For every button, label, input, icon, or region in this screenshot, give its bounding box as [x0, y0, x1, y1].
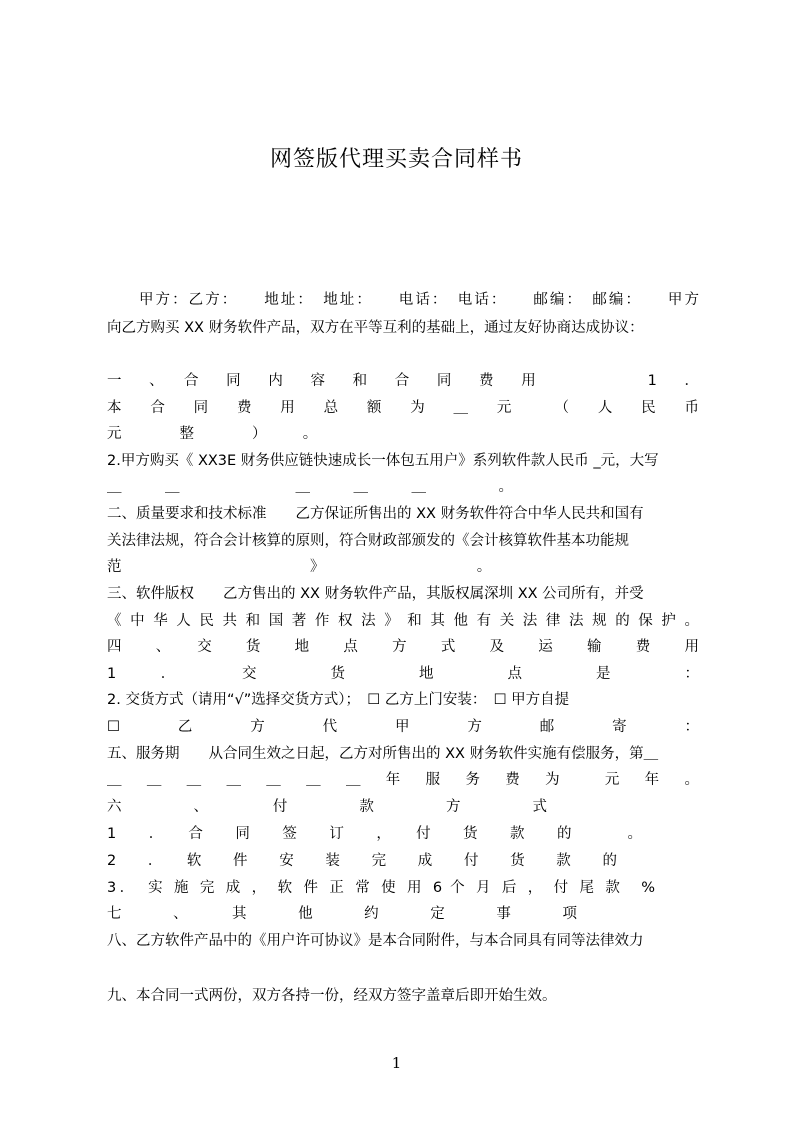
- delivery-method-line: 2. 交货方式（请用“√”选择交货方式）； ☐ 乙方上门安装： ☐ 甲方自提: [107, 692, 570, 708]
- section-5-line: 五、服务期 从合同生效之日起，乙方对所售出的 XX 财务软件实施有偿服务，第＿: [107, 746, 659, 762]
- payment-item-2: 2 ． 软 件 安 装 完 成 付 货 款 的: [107, 853, 617, 869]
- section-7-heading: 七 、 其 他 约 定 事 项: [107, 906, 577, 922]
- section-3-continued: 《 中 华 人 民 共 和 国 著 作 权 法 》 和 其 他 有 关 法 律 法 规 的 保 护 。: [107, 613, 699, 629]
- section-4-heading: 四 、 交 货 地 点 方 式 及 运 输 费 用: [107, 639, 699, 655]
- section-2-end: 范 》 。: [107, 559, 492, 575]
- software-purchase-line: 2.甲方购买《 XX3E 财务供应链快速成长一体包五用户》系列软件款人民币 _元，大写: [107, 453, 659, 469]
- agreement-intro-line: 向乙方购买 XX 财务软件产品，双方在平等互利的基础上，通过友好协商达成协议：: [107, 320, 644, 336]
- contract-total-continued: 元 整 ） 。: [107, 426, 318, 442]
- payment-item-1: 1 ． 合 同 签 订 ， 付 货 款 的 。: [107, 826, 642, 842]
- section-3-line: 三、软件版权 乙方售出的 XX 财务软件产品，其版权属深圳 XX 公司所有，并受: [107, 586, 644, 602]
- amount-blanks-line: ＿ ＿ ＿ ＿ ＿ 。: [107, 479, 513, 495]
- section-6-heading: 六 、 付 款 方 式: [107, 799, 547, 815]
- section-2-continued: 关法律法规，符合会计核算的原则，符合财政部颁发的《会计核算软件基本功能规: [107, 533, 629, 549]
- service-fee-line: ＿ ＿ ＿ ＿ ＿ ＿ ＿ 年 服 务 费 为 元 年 。: [107, 772, 699, 788]
- section-8-line: 八、乙方软件产品中的《用户许可协议》是本合同附件，与本合同具有同等法律效力: [107, 933, 644, 949]
- delivery-location-line: 1 ． 交 货 地 点 是 ：: [107, 666, 699, 682]
- document-title: 网签版代理买卖合同样书: [269, 147, 523, 172]
- section-9-line: 九、本合同一式两份，双方各持一份，经双方签字盖章后即开始生效。: [107, 988, 557, 1004]
- section-1-heading: 一 、 合 同 内 容 和 合 同 费 用 1 ．: [107, 373, 699, 389]
- party-info-line: 甲方：乙方： 地址： 地址： 电话： 电话： 邮编： 邮编： 甲方: [139, 292, 699, 308]
- section-2-line: 二、质量要求和技术标准 乙方保证所售出的 XX 财务软件符合中华人民共和国有: [107, 506, 644, 522]
- payment-item-3: 3． 实 施 完 成 ， 软 件 正 常 使 用 6 个 月 后 ， 付 尾 款 %: [107, 880, 655, 896]
- contract-total-line: 本 合 同 费 用 总 额 为 ＿ 元 （ 人 民 币: [107, 400, 699, 416]
- delivery-mail-option: ☐ 乙 方 代 甲 方 邮 寄 ：: [107, 719, 699, 735]
- page-number: 1: [391, 1054, 402, 1072]
